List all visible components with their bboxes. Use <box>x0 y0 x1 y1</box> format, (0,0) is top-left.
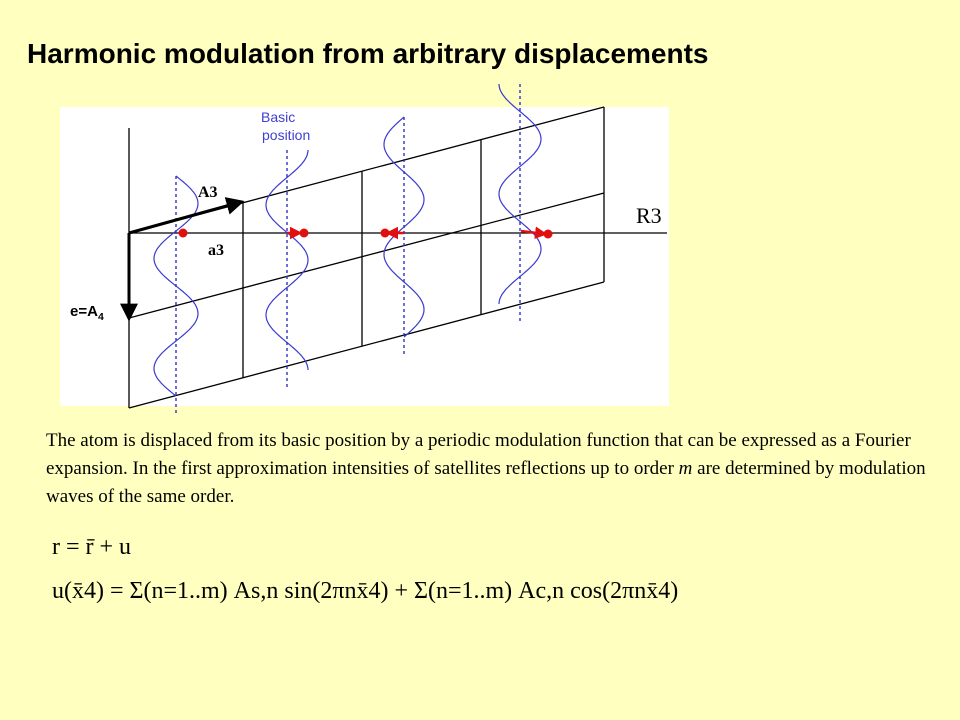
formula-position: r = r̄ + u <box>52 534 132 560</box>
formula-fourier-expansion: u(x̄4) = Σ(n=1..m) As,n sin(2πnx̄4) + Σ(n=1..m) Ac,n cos(2πnx̄4) <box>52 578 679 604</box>
basic-position-label-line1: Basic <box>261 109 296 125</box>
page-title: Harmonic modulation from arbitrary displacements <box>27 38 709 69</box>
atom-1 <box>179 229 188 238</box>
paragraph-part1: The atom is displaced from its basic position by a periodic modulation function that can be expressed as a Fourier expansion. In the first approximation intensities of satellites reflections up to order <box>46 430 911 479</box>
explanation-paragraph <box>46 427 946 511</box>
basic-position-label <box>261 108 331 144</box>
modulation-waves <box>154 84 541 396</box>
label-A3: A3 <box>198 184 218 201</box>
paragraph-m: m <box>678 458 693 479</box>
label-R3: R3 <box>636 203 662 228</box>
label-e-A4 <box>70 303 104 323</box>
basic-position-lines <box>176 84 520 415</box>
basic-position-label-line2: position <box>262 127 311 143</box>
label-a3: a3 <box>208 242 224 259</box>
label-e-text: e=A <box>70 303 98 320</box>
frame-bottom-edge <box>129 282 604 408</box>
atom-3 <box>381 229 390 238</box>
atom-2 <box>300 229 309 238</box>
atom-4 <box>544 230 553 239</box>
paragraph-part2: are determined by modulation waves of the same order. <box>46 458 926 507</box>
a3-vector-arrow <box>129 202 241 233</box>
label-e-subscript: 4 <box>97 311 104 323</box>
